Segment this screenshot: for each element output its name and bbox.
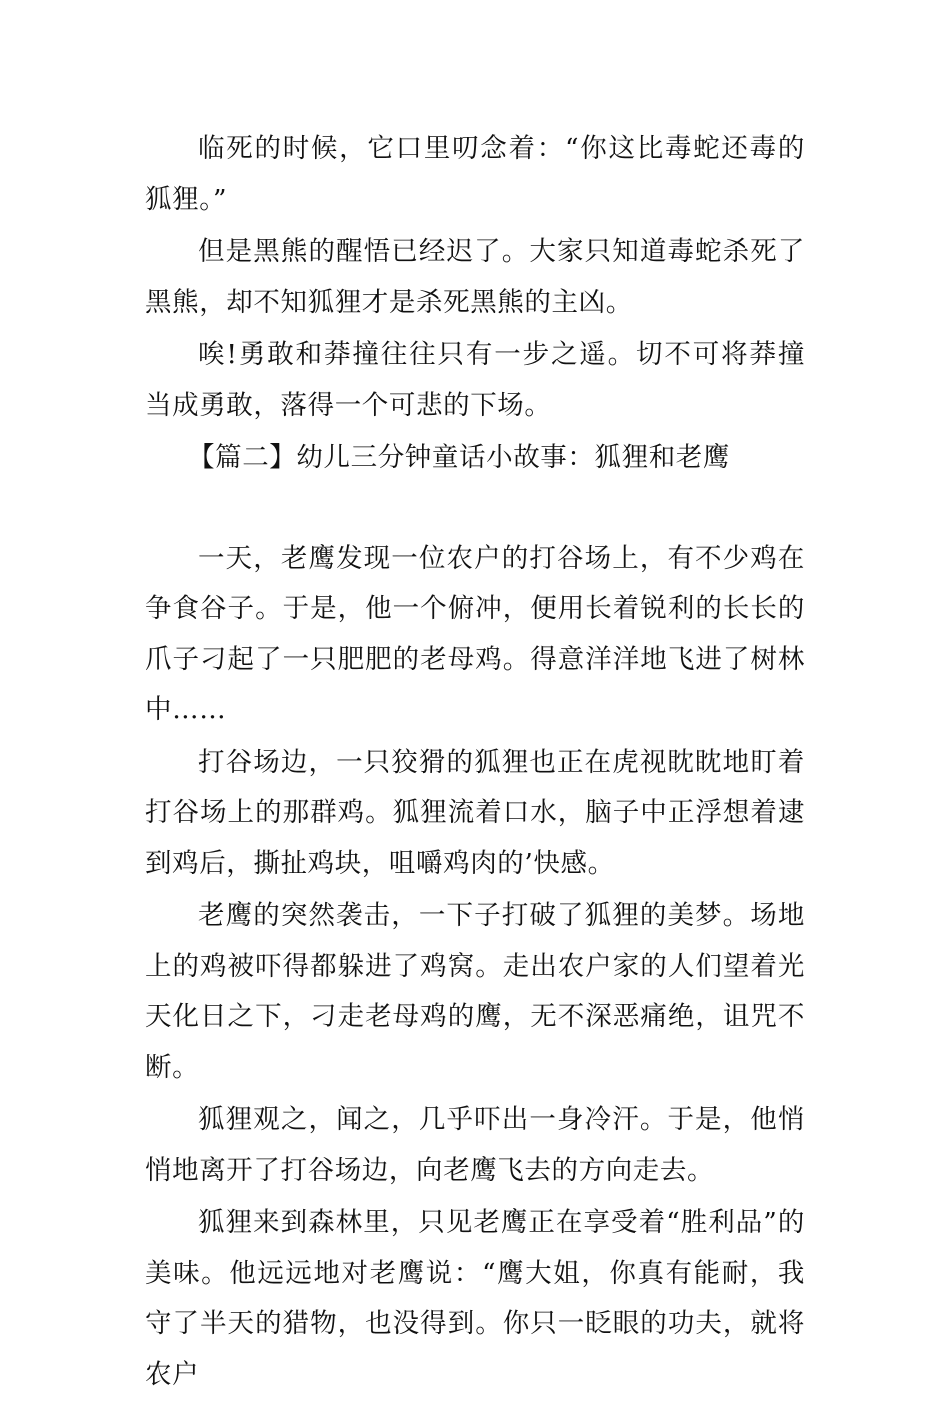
paragraph: 临死的时候，它口里叨念着：“你这比毒蛇还毒的狐狸。” bbox=[145, 133, 805, 215]
paragraph: 狐狸来到森林里，只见老鹰正在享受着“胜利品”的美味。他远远地对老鹰说：“鹰大姐，你真有能耐，我守了半天的猎物，也没得到。你只一眨眼的功夫，就将农户 bbox=[145, 1207, 805, 1390]
section-heading: 【篇二】幼儿三分钟童话小故事：狐狸和老鹰 bbox=[188, 442, 730, 473]
paragraph: 打谷场边，一只狡猾的狐狸也正在虎视眈眈地盯着打谷场上的那群鸡。狐狸流着口水，脑子中正浮想着逮到鸡后，撕扯鸡块，咀嚼鸡肉的’快感。 bbox=[145, 746, 805, 879]
paragraph: 但是黑熊的醒悟已经迟了。大家只知道毒蛇杀死了黑熊，却不知狐狸才是杀死黑熊的主凶。 bbox=[145, 236, 805, 318]
section-spacer bbox=[145, 484, 805, 534]
document-page bbox=[145, 124, 805, 1402]
paragraph: 一天，老鹰发现一位农户的打谷场上，有不少鸡在争食谷子。于是，他一个俯冲，便用长着锐利的长长的爪子刁起了一只肥肥的老母鸡。得意洋洋地飞进了树林中…… bbox=[145, 542, 805, 725]
paragraph: 狐狸观之，闻之，几乎吓出一身冷汗。于是，他悄悄地离开了打谷场边，向老鹰飞去的方向走去。 bbox=[145, 1104, 805, 1186]
paragraph: 老鹰的突然袭击，一下子打破了狐狸的美梦。场地上的鸡被吓得都躲进了鸡窝。走出农户家的人们望着光天化日之下，刁走老母鸡的鹰，无不深恶痛绝，诅咒不断。 bbox=[145, 900, 805, 1083]
paragraph: 唉!勇敢和莽撞往往只有一步之遥。切不可将莽撞当成勇敢，落得一个可悲的下场。 bbox=[145, 339, 805, 421]
